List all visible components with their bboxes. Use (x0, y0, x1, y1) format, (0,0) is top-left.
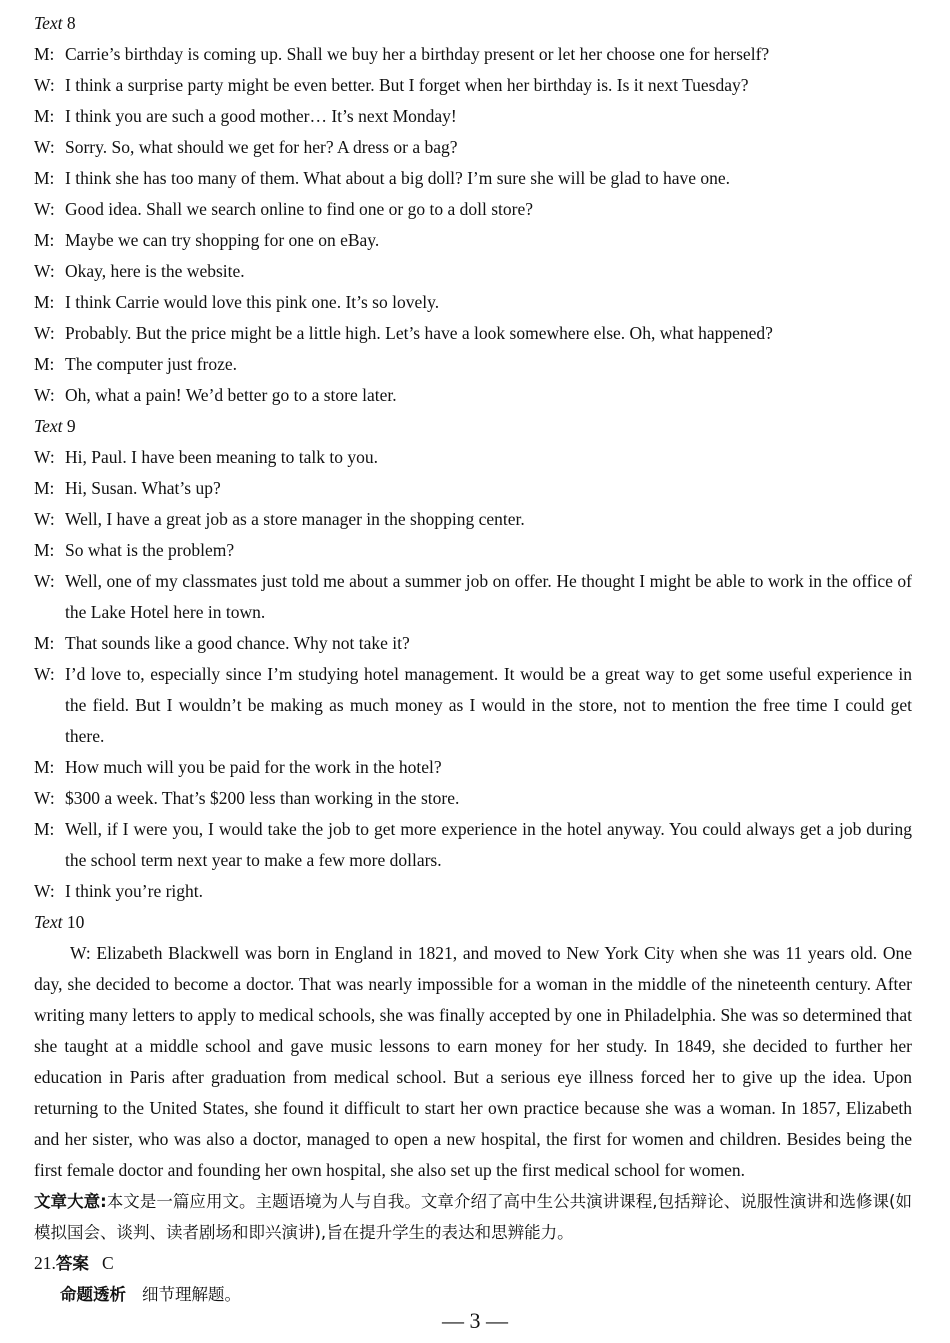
answer-line (34, 1248, 912, 1279)
dialogue-turn (34, 504, 912, 535)
dialogue-turn (34, 70, 912, 101)
speech-text: Probably. But the price might be a little high. Let’s have a look somewhere else. Oh, what happened? (65, 323, 773, 343)
text10-title (34, 907, 912, 938)
speaker-label: W: (34, 447, 55, 467)
speaker-label: M: (34, 44, 55, 64)
speaker-label: M: (34, 633, 55, 653)
dialogue-turn (34, 876, 912, 907)
text8-title-word: Text (34, 13, 63, 33)
speaker-label: M: (34, 478, 55, 498)
analysis-text: 细节理解题。 (142, 1285, 241, 1304)
speaker-label: W: (34, 75, 55, 95)
speaker-label: W: (34, 788, 55, 808)
dialogue-turn (34, 814, 912, 876)
dialogue-turn (34, 659, 912, 752)
speech-text: Oh, what a pain! We’d better go to a store later. (65, 385, 397, 405)
speaker-label: W: (34, 571, 55, 591)
dialogue-turn (34, 566, 912, 628)
speech-text: I’d love to, especially since I’m studying hotel management. It would be a great way to get some useful experience in the field. But I wouldn’t be making as much money as I would in the store, not to mention the free time I could get there. (65, 664, 912, 746)
speech-text: Hi, Paul. I have been meaning to talk to you. (65, 447, 378, 467)
document-page (34, 8, 912, 1310)
dialogue-turn (34, 752, 912, 783)
speaker-label: M: (34, 354, 55, 374)
text9-title-word: Text (34, 416, 63, 436)
speech-text: $300 a week. That’s $200 less than working in the store. (65, 788, 460, 808)
speech-text: That sounds like a good chance. Why not take it? (65, 633, 410, 653)
speech-text: I think a surprise party might be even better. But I forget when her birthday is. Is it next Tuesday? (65, 75, 749, 95)
summary-text: 本文是一篇应用文。主题语境为人与自我。文章介绍了高中生公共演讲课程,包括辩论、说服性演讲和选修课(如模拟国会、谈判、读者剧场和即兴演讲),旨在提升学生的表达和思辨能力。 (34, 1192, 912, 1242)
dialogue-turn (34, 194, 912, 225)
speaker-label: W: (34, 137, 55, 157)
dialogue-turn (34, 783, 912, 814)
text10-title-word: Text (34, 912, 63, 932)
speech-text: I think you’re right. (65, 881, 204, 901)
speech-text: Carrie’s birthday is coming up. Shall we buy her a birthday present or let her choose one for herself? (65, 44, 770, 64)
speech-text: Sorry. So, what should we get for her? A dress or a bag? (65, 137, 458, 157)
speaker-label: M: (34, 540, 55, 560)
speech-text: Maybe we can try shopping for one on eBay. (65, 230, 380, 250)
page-number: — 3 — (442, 1308, 508, 1333)
speech-text: I think you are such a good mother… It’s next Monday! (65, 106, 457, 126)
dialogue-turn (34, 318, 912, 349)
speech-text: The computer just froze. (65, 354, 238, 374)
dialogue-turn (34, 287, 912, 318)
speaker-label: M: (34, 106, 55, 126)
text8-title-number: 8 (66, 13, 76, 33)
dialogue-turn (34, 163, 912, 194)
text8-dialogue (34, 39, 912, 411)
answer-value: C (102, 1253, 114, 1273)
dialogue-turn (34, 628, 912, 659)
dialogue-turn (34, 132, 912, 163)
dialogue-turn (34, 442, 912, 473)
dialogue-turn (34, 39, 912, 70)
dialogue-turn (34, 349, 912, 380)
speech-text: I think she has too many of them. What about a big doll? I’m sure she will be glad to have one. (65, 168, 731, 188)
text8-title (34, 8, 912, 39)
text10-title-number: 10 (66, 912, 85, 932)
speaker-label: W: (34, 881, 55, 901)
question-number: 21. (34, 1253, 56, 1273)
speaker-label: M: (34, 230, 55, 250)
dialogue-turn (34, 535, 912, 566)
speaker-label: W: (34, 385, 55, 405)
speech-text: How much will you be paid for the work in the hotel? (65, 757, 442, 777)
summary-label: 文章大意: (34, 1192, 107, 1211)
text9-dialogue (34, 442, 912, 907)
speaker-label: W: (34, 664, 55, 684)
text9-title (34, 411, 912, 442)
dialogue-turn (34, 473, 912, 504)
speaker-label: M: (34, 757, 55, 777)
analysis-label: 命题透析 (60, 1285, 126, 1304)
text10-monologue: W: Elizabeth Blackwell was born in England in 1821, and moved to New York City when she was 11 years old. One day, she decided to become a doctor. That was nearly impossible for a woman in the middle of the nineteenth century. After writing many letters to apply to medical schools, she was finally accepted by one in Philadelphia. She was so determined that she taught at a middle school and gave music lessons to earn money for her study. In 1849, she decided to further her education in Paris after graduation from medical school. But a serious eye illness forced her to give up the idea. Upon returning to the United States, she found it difficult to start her own practice because she was a woman. In 1857, Elizabeth and her sister, who was also a doctor, managed to open a new hospital, the first for women and children. Besides being the first female doctor and founding her own hospital, she also set up the first medical school for women. (34, 943, 912, 1180)
speech-text: Good idea. Shall we search online to find one or go to a doll store? (65, 199, 534, 219)
article-summary (34, 1186, 912, 1248)
dialogue-turn (34, 380, 912, 411)
speech-text: Okay, here is the website. (65, 261, 245, 281)
speaker-label: W: (34, 509, 55, 529)
dialogue-turn (34, 101, 912, 132)
speaker-label: W: (34, 261, 55, 281)
speech-text: Well, if I were you, I would take the job to get more experience in the hotel anyway. You could always get a job during the school term next year to make a few more dollars. (65, 819, 912, 870)
dialogue-turn (34, 225, 912, 256)
speaker-label: W: (34, 323, 55, 343)
speech-text: Well, one of my classmates just told me about a summer job on offer. He thought I might be able to work in the office of the Lake Hotel here in town. (65, 571, 912, 622)
speech-text: So what is the problem? (65, 540, 235, 560)
speaker-label: M: (34, 292, 55, 312)
speech-text: I think Carrie would love this pink one. It’s so lovely. (65, 292, 440, 312)
speaker-label: W: (34, 199, 55, 219)
answer-label: 答案 (55, 1254, 89, 1273)
speaker-label: M: (34, 819, 55, 839)
speaker-label: M: (34, 168, 55, 188)
text9-title-number: 9 (66, 416, 76, 436)
speech-text: Hi, Susan. What’s up? (65, 478, 221, 498)
dialogue-turn (34, 256, 912, 287)
speech-text: Well, I have a great job as a store manager in the shopping center. (65, 509, 525, 529)
